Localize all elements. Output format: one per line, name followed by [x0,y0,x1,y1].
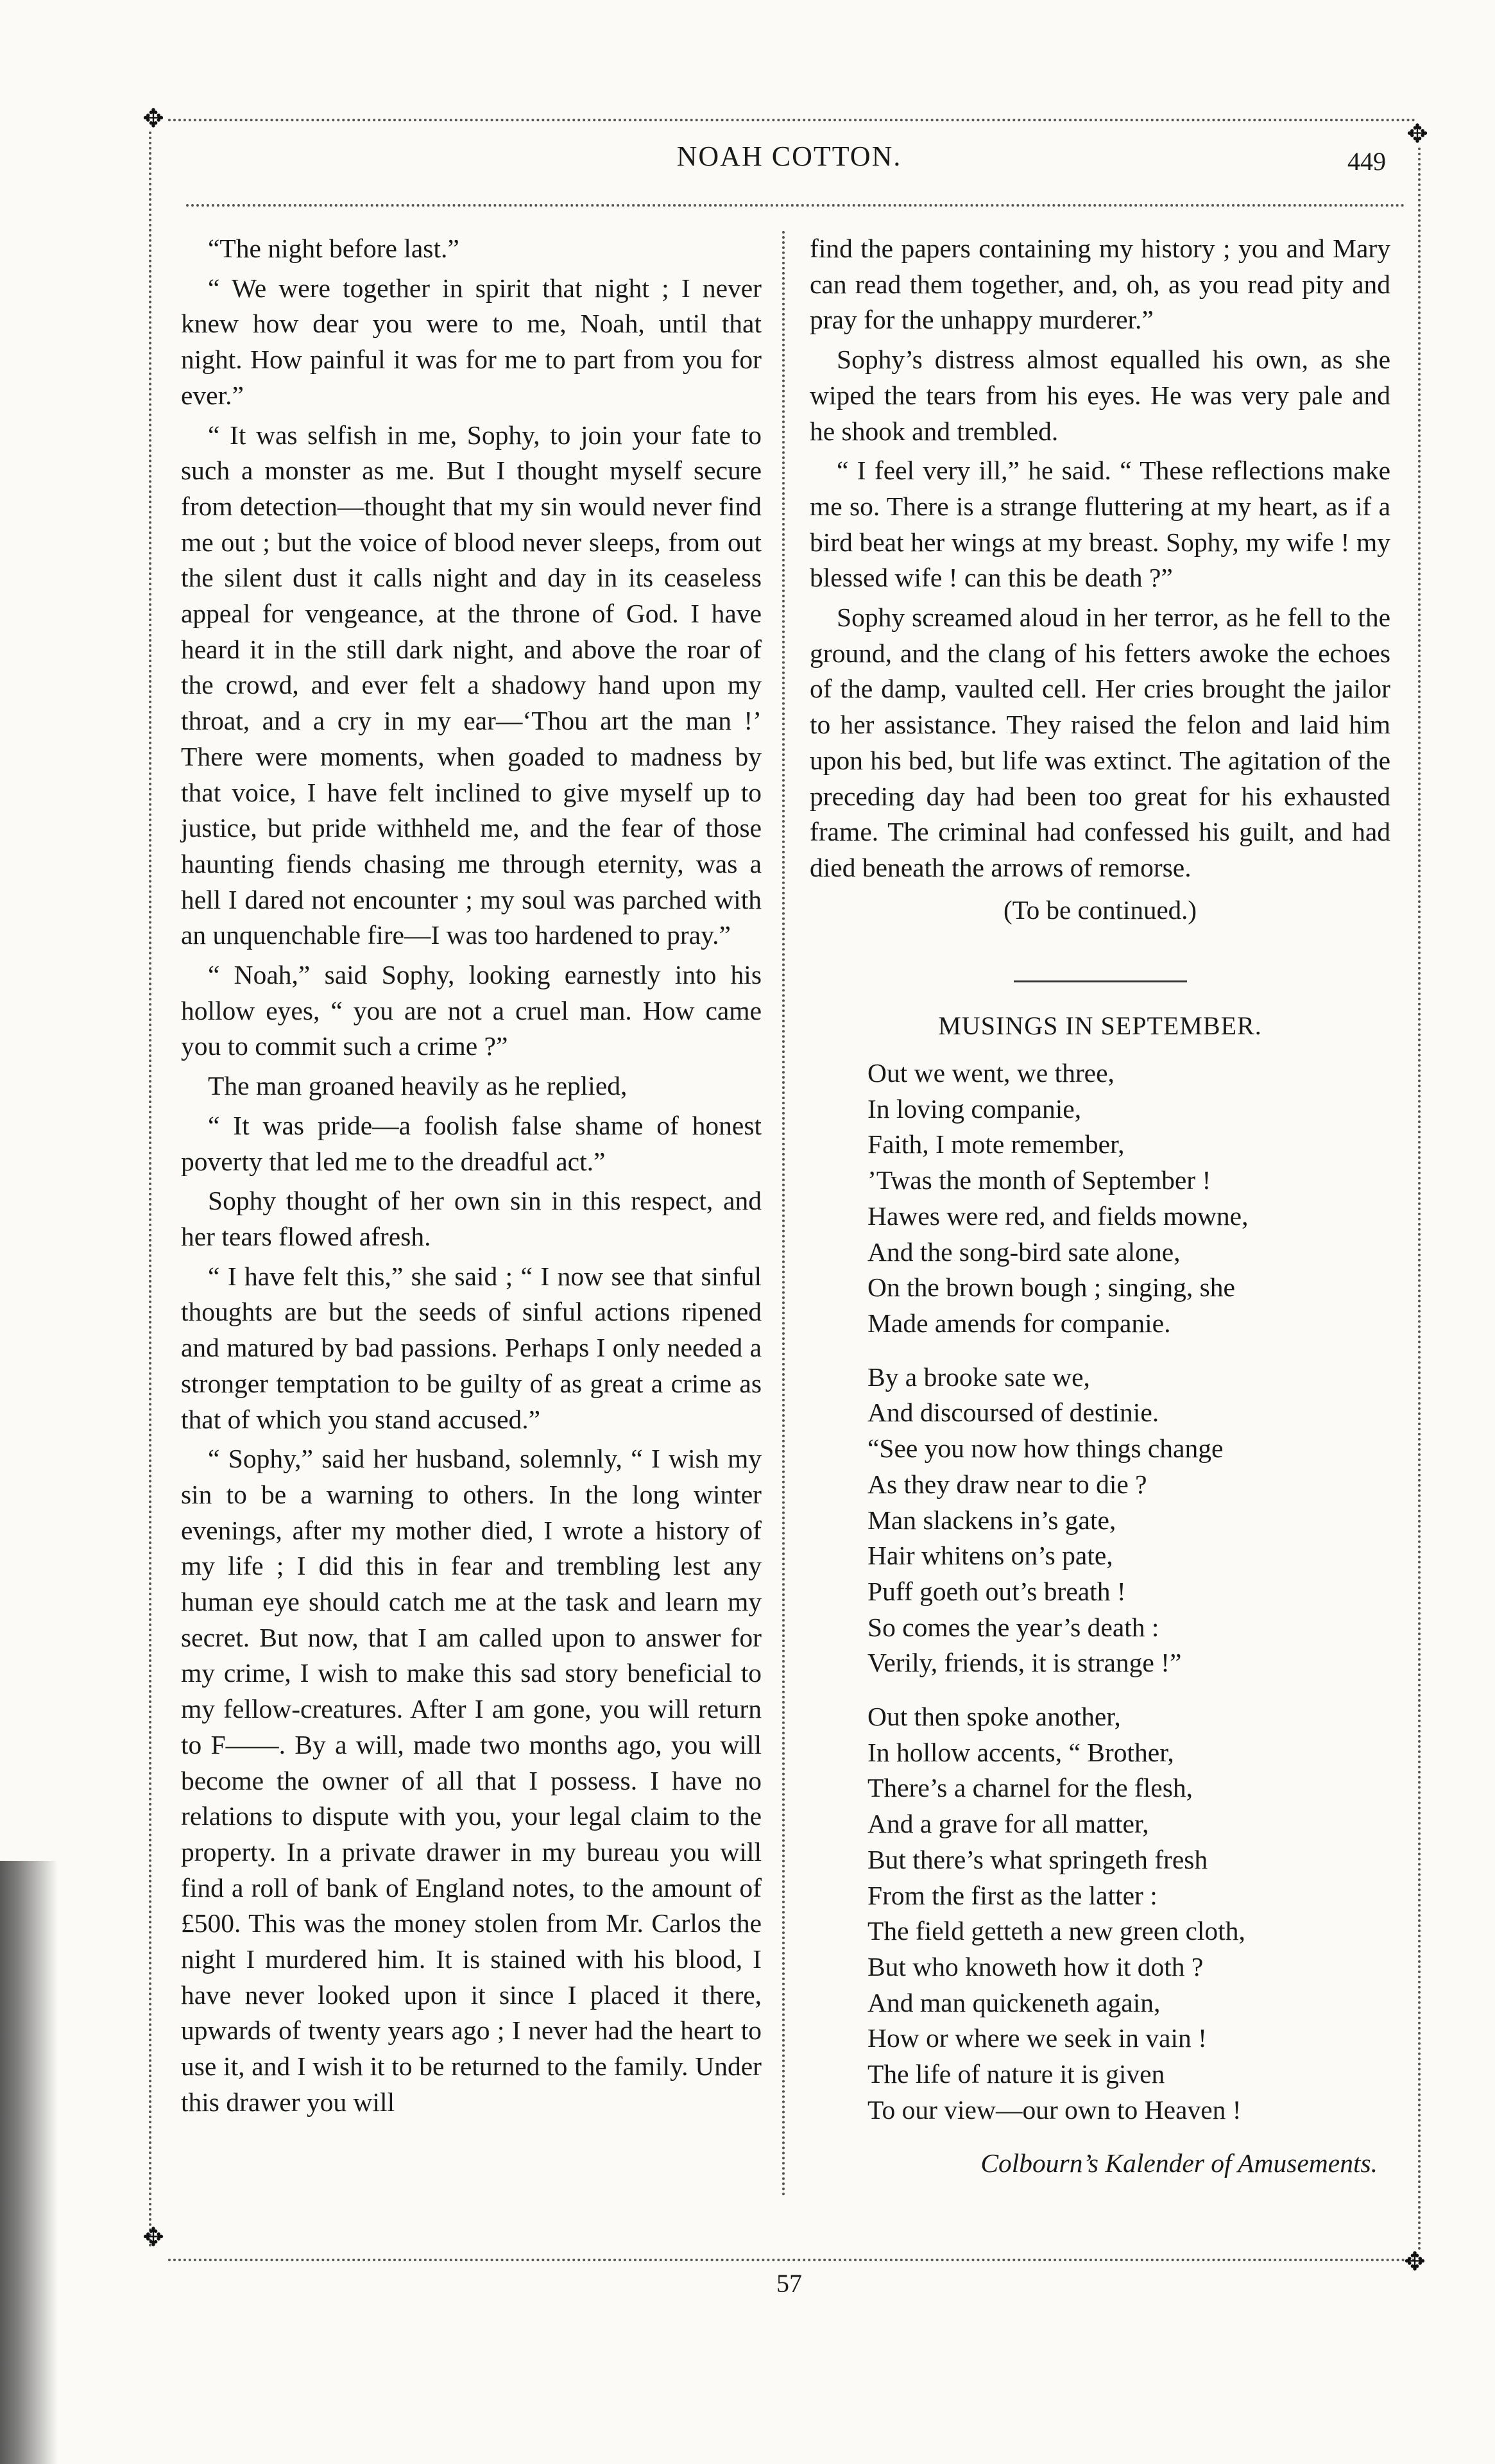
poem-line: And discoursed of destinie. [867,1398,1159,1428]
poem-line: The field getteth a new green cloth, [867,1916,1245,1946]
poem-line: Out then spoke another, [867,1702,1121,1732]
poem-line: “See you now how things change [867,1433,1224,1464]
poem-line: How or where we seek in vain ! [867,2023,1207,2053]
poem-line: Hawes were red, and fields mowne, [867,1201,1249,1231]
paragraph: Sophy screamed aloud in her terror, as he fell to the ground, and the clang of his fetters awoke the echoes of the damp, vaulted cell. Her cries brought the jailor to her assistance. They raised the felon and laid him upon his bed, but life was extinct. The agitation of the preceding day had been too great for his exhausted frame. The criminal had confessed his guilt, and had died beneath the arrows of remorse. [810,603,1390,882]
paragraph: “ Noah,” said Sophy, looking earnestly into his hollow eyes, “ you are not a cruel man. How came you to commit such a crime ?” [181,960,762,1061]
left-border [149,132,151,2249]
poem-line: Made amends for companie. [867,1308,1171,1338]
poem-line: To our view—our own to Heaven ! [867,2094,1242,2125]
poem-line: Puff goeth out’s breath ! [867,1576,1126,1606]
poem-stanza [867,1056,1390,1342]
binding-shadow [0,1861,58,2464]
poem-line: And a grave for all matter, [867,1809,1149,1839]
paragraph: “ It was pride—a foolish false shame of honest poverty that led me to the dreadful act.” [181,1110,762,1176]
poem-line: But there’s what springeth fresh [867,1844,1208,1874]
right-column [810,231,1390,2182]
signature-folio: 57 [776,2269,802,2298]
poem-line: ’Twas the month of September ! [867,1165,1211,1195]
poem-stanza [867,1360,1390,1681]
paragraph: “ We were together in spirit that night ; I never knew how dear you were to me, Noah, until that night. How painful it was for me to part from you for ever.” [181,273,762,410]
paragraph: “The night before last.” [208,234,459,263]
poem-line: And man quickeneth again, [867,1987,1161,2017]
corner-ornament-icon: ✥ [142,2223,164,2252]
top-border [168,119,1416,121]
poem-line: Hair whitens on’s pate, [867,1541,1113,1571]
poem-line: In hollow accents, “ Brother, [867,1737,1174,1767]
paragraph: “ I feel very ill,” he said. “ These reflections make me so. There is a strange fluttering at my heart, as if a bird beat her wings at my breast. Sophy, my wife ! my blessed wife ! can this be death ?” [810,456,1390,593]
poem-line: In loving companie, [867,1093,1082,1124]
to-be-continued: (To be continued.) [1003,894,1197,925]
section-rule [1014,980,1187,982]
paragraph: find the papers containing my history ; you and Mary can read them together, and, oh, as you read pity and pray for the unhappy murderer.” [810,234,1390,335]
poem-line: On the brown bough ; singing, she [867,1272,1235,1303]
running-title: NOAH COTTON. [676,141,902,172]
poem-line: Verily, friends, it is strange !” [867,1648,1182,1678]
poem-stanza [867,1699,1390,2128]
left-column [181,231,762,2125]
poem-line: From the first as the latter : [867,1880,1158,1910]
paragraph: “ I have felt this,” she said ; “ I now see that sinful thoughts are but the seeds of sinful actions ripened and matured by bad passions. Perhaps I only needed a stronger temptation to be guilty of as great a crime as that of which you stand accused.” [181,1261,762,1434]
poem-line: And the song-bird sate alone, [867,1236,1181,1267]
paragraph: Sophy’s distress almost equalled his own, as she wiped the tears from his eyes. He was very pale and he shook and trembled. [810,345,1390,446]
poem-line: So comes the year’s death : [867,1612,1159,1642]
poem-line: But who knoweth how it doth ? [867,1951,1204,1981]
corner-ornament-icon: ✥ [1404,2247,1426,2276]
right-border [1418,148,1421,2252]
column-divider [782,231,785,2198]
paragraph: The man groaned heavily as he replied, [208,1071,628,1101]
poem-attribution: Colbourn’s Kalender of Amusements. [980,2148,1378,2178]
bottom-border [168,2259,1416,2261]
paragraph: Sophy thought of her own sin in this respect, and her tears flowed afresh. [181,1186,762,1251]
poem-title: MUSINGS IN SEPTEMBER. [938,1011,1262,1041]
poem-line: By a brooke sate we, [867,1362,1090,1392]
poem-line: There’s a charnel for the flesh, [867,1773,1193,1803]
poem-line: Faith, I mote remember, [867,1129,1125,1159]
paragraph: “ It was selfish in me, Sophy, to join your fate to such a monster as me. But I thought myself secure from detection—thought that my sin would never find me out ; but the voice of blood never sleeps, from out the silent dust it calls night and day in its ceaseless appeal for vengeance, at the throne of God. I have heard it in the still dark night, and above the roar of the crowd, and ever felt a shadowy hand upon my throat, and a cry in my ear—‘Thou art the man !’ There were moments, when goaded to madness by that voice, I have felt inclined to give myself up to justice, but pride withheld me, and the fear of those haunting fiends chasing me through eternity, was a hell I dared not encounter ; my soul was parched with an unquenchable fire—I was too hardened to pray.” [181,420,762,950]
corner-ornament-icon: ✥ [142,104,164,133]
paragraph: “ Sophy,” said her husband, solemnly, “ I wish my sin to be a warning to others. In the long winter evenings, after my mother died, I wrote a history of my life ; I did this in fear and trembling lest any human eye should catch me at the task and learn my secret. But now, that I am called upon to answer for my crime, I wish to make this sad story beneficial to my fellow-creatures. After I am gone, you will return to F——. By a will, made two months ago, you will become the owner of all that I possess. I have no relations to dispute with you, your legal claim to the property. In a private drawer in my bureau you will find a roll of bank of England notes, to the amount of £500. This was the money stolen from Mr. Carlos the night I murdered him. It is stained with his blood, I have never looked upon it since I placed it there, upwards of twenty years ago ; I never had the heart to use it, and I wish it to be returned to the family. Under this drawer you will [181,1444,762,2117]
poem-line: Man slackens in’s gate, [867,1505,1116,1535]
poem-line: The life of nature it is given [867,2059,1165,2089]
poem-line: As they draw near to die ? [867,1469,1147,1499]
header-rule [186,204,1405,207]
corner-ornament-icon: ✥ [1406,119,1428,148]
poem-line: Out we went, we three, [867,1058,1115,1088]
page-number: 449 [1347,147,1386,176]
